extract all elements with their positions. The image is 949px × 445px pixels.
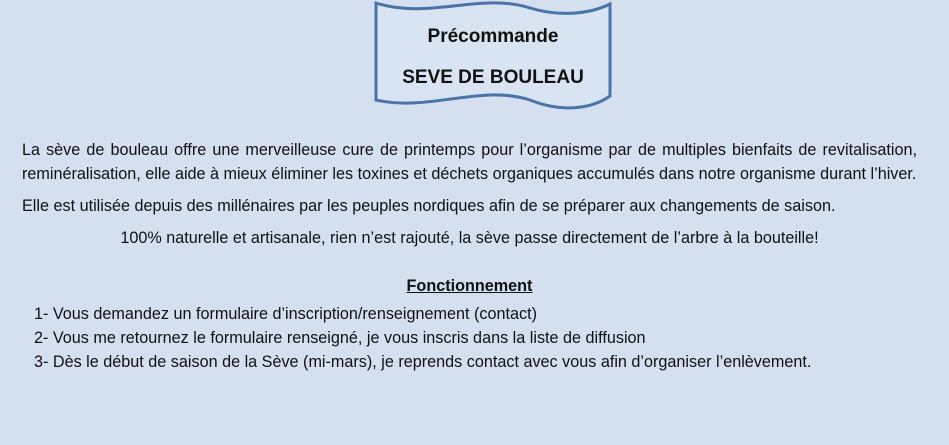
history-paragraph: Elle est utilisée depuis des millénaires par les peuples nordiques afin de se préparer aux changements de saison. [22,197,836,215]
wave-banner-shape [370,0,616,113]
section-title: Fonctionnement [406,277,533,295]
natural-paragraph: 100% naturelle et artisanale, rien n’est rajouté, la sève passe directement de l’arbre à la bouteille! [120,229,819,247]
steps-list [22,302,917,374]
list-item: 2- Vous me retournez le formulaire renseigné, je vous inscris dans la liste de diffusion [34,329,646,347]
document-body [22,138,917,374]
banner-title: SEVE DE BOULEAU [402,67,584,88]
list-item: 1- Vous demandez un formulaire d’inscription/renseignement (contact) [34,305,537,323]
title-banner [370,0,616,113]
banner-outline [376,3,610,108]
intro-paragraph: La sève de bouleau offre une merveilleuse cure de printemps pour l’organisme par de multiples bienfaits de revitalisation, reminéralisation, elle aide à mieux éliminer les toxines et déchets organiques accumulés dans notre organisme durant l’hiver. [22,141,917,183]
list-item: 3- Dès le début de saison de la Sève (mi-mars), je reprends contact avec vous afin d’organiser l’enlèvement. [34,353,812,371]
banner-subtitle: Précommande [427,26,559,47]
